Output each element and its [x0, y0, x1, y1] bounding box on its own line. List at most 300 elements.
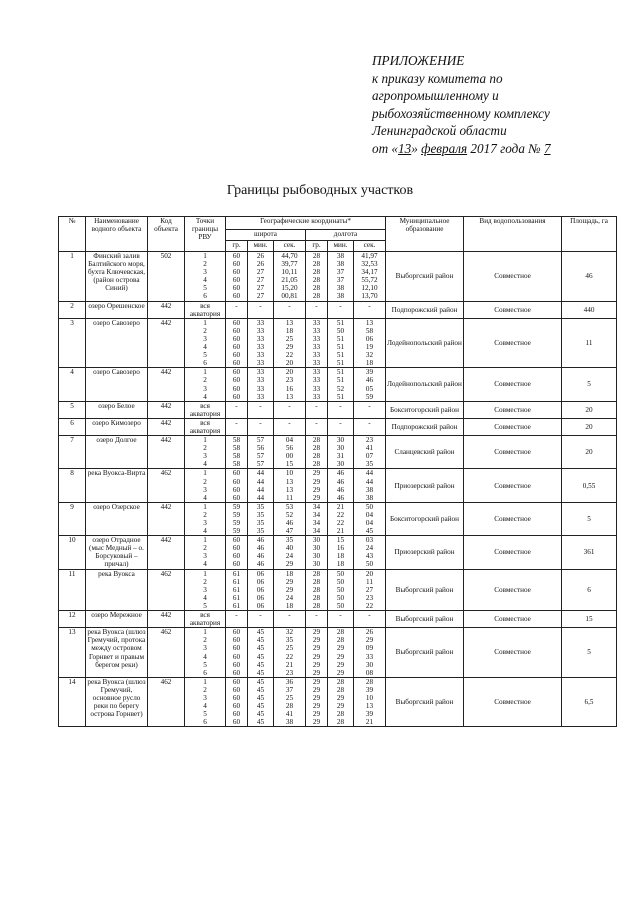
lat-degrees-value: 60 — [232, 343, 241, 352]
lat-minutes-value: 06 — [256, 569, 265, 578]
table-row — [59, 569, 617, 610]
lon-minutes — [328, 252, 354, 302]
order-number: 7 — [543, 140, 551, 156]
lat-seconds — [274, 677, 306, 727]
lon-minutes-value: 28 — [336, 718, 345, 727]
lat-minutes — [248, 469, 274, 502]
lat-seconds-value: 15 — [285, 460, 294, 469]
boundary-points-value: 2 — [203, 376, 207, 385]
lat-degrees-value: 60 — [232, 685, 241, 694]
lat-degrees-value: 61 — [232, 601, 241, 610]
lon-minutes-value: 18 — [336, 560, 345, 569]
area-ha: 0,55 — [562, 469, 617, 502]
lon-minutes-value: 15 — [336, 536, 345, 545]
lon-seconds — [354, 502, 386, 535]
lat-minutes-value: 45 — [256, 685, 265, 694]
lon-degrees — [306, 418, 328, 435]
boundary-points — [185, 368, 226, 401]
table-row — [59, 301, 617, 318]
lat-minutes-value: 27 — [256, 268, 265, 277]
lat-minutes-value: 45 — [256, 636, 265, 645]
table-row — [59, 469, 617, 502]
boundary-points-value: вся акватория — [189, 401, 221, 418]
row-num: 12 — [59, 611, 86, 628]
lon-seconds-value: 28 — [365, 677, 374, 686]
usage-type: Совместное — [464, 436, 562, 469]
usage-type: Совместное — [464, 677, 562, 727]
lat-seconds-value: 18 — [285, 569, 294, 578]
table-row — [59, 418, 617, 435]
lat-seconds-value: 29 — [285, 343, 294, 352]
boundary-points-value: 6 — [203, 292, 207, 301]
area-ha: 15 — [562, 611, 617, 628]
lon-degrees-value: - — [315, 418, 318, 427]
lat-minutes-value: 46 — [256, 536, 265, 545]
boundary-points-value: 4 — [203, 392, 207, 401]
lon-seconds — [354, 469, 386, 502]
lat-degrees-value: 60 — [232, 636, 241, 645]
lon-degrees-value: - — [315, 611, 318, 620]
lon-minutes-value: 29 — [336, 660, 345, 669]
lat-degrees-value: 60 — [232, 560, 241, 569]
lon-degrees-value: 33 — [312, 334, 321, 343]
header-area: Площадь, га — [562, 217, 617, 252]
lat-minutes-value: 44 — [256, 493, 265, 502]
lat-degrees-value: 60 — [232, 326, 241, 335]
lat-degrees-value: 59 — [232, 519, 241, 527]
lon-minutes — [328, 418, 354, 435]
boundary-points — [185, 301, 226, 318]
lat-seconds-value: 56 — [285, 444, 294, 453]
lon-degrees-value: 28 — [312, 252, 321, 260]
lat-degrees — [226, 318, 248, 368]
lon-minutes — [328, 436, 354, 469]
lon-seconds-value: 50 — [365, 560, 374, 569]
lat-seconds-value: 32 — [285, 628, 294, 637]
boundary-points-value: 3 — [203, 452, 207, 461]
lon-minutes-value: 51 — [336, 334, 345, 343]
usage-type: Совместное — [464, 611, 562, 628]
lat-degrees-value: 60 — [232, 252, 241, 260]
lon-degrees-value: 30 — [312, 544, 321, 553]
appendix-line: рыбохозяйственному комплексу — [372, 105, 550, 121]
lat-minutes-value: - — [259, 401, 262, 410]
usage-type: Совместное — [464, 318, 562, 368]
lat-minutes-value: 46 — [256, 560, 265, 569]
lon-minutes-value: 51 — [336, 392, 345, 401]
lat-degrees-value: 59 — [232, 527, 241, 536]
lat-minutes-value: 35 — [256, 502, 265, 511]
lat-seconds — [274, 628, 306, 678]
page-title: Границы рыбоводных участков — [226, 183, 414, 198]
lat-seconds-value: 37 — [285, 685, 294, 694]
lon-degrees — [306, 628, 328, 678]
lat-minutes-value: 57 — [256, 460, 265, 469]
lat-degrees-value: 60 — [232, 628, 241, 637]
lon-degrees-value: 29 — [312, 628, 321, 637]
header-usage: Вид водопользования — [464, 217, 562, 252]
lat-minutes-value: 46 — [256, 552, 265, 561]
municipality: Бокситогорский район — [386, 502, 464, 535]
lat-minutes-value: 33 — [256, 318, 265, 327]
lat-degrees-value: 60 — [232, 268, 241, 277]
boundary-points — [185, 628, 226, 678]
lat-seconds — [274, 301, 306, 318]
lat-degrees-value: 60 — [232, 710, 241, 719]
lat-minutes-value: 45 — [256, 710, 265, 719]
boundary-points-value: 1 — [203, 536, 207, 545]
lon-degrees-value: 30 — [312, 552, 321, 561]
lat-seconds-value: 41 — [285, 710, 294, 719]
lon-seconds-value: - — [368, 418, 371, 427]
lat-degrees-value: 60 — [232, 485, 241, 494]
lon-minutes — [328, 628, 354, 678]
appendix-block — [372, 52, 622, 158]
header-lon-min: мин. — [328, 241, 354, 252]
object-code: 442 — [148, 436, 185, 469]
lat-seconds-value: 23 — [285, 668, 294, 677]
lon-degrees-value: 29 — [312, 477, 321, 486]
lon-degrees — [306, 318, 328, 368]
lon-seconds — [354, 252, 386, 302]
object-code: 442 — [148, 401, 185, 418]
lat-minutes-value: 06 — [256, 601, 265, 610]
appendix-line: Ленинградской области — [372, 123, 507, 139]
boundary-points-value: 3 — [203, 519, 207, 527]
lat-degrees-value: 60 — [232, 693, 241, 702]
row-num: 8 — [59, 469, 86, 502]
lat-seconds-value: 25 — [285, 334, 294, 343]
lon-degrees-value: 29 — [312, 693, 321, 702]
lon-degrees — [306, 611, 328, 628]
lon-seconds-value: 41,97 — [361, 252, 378, 260]
boundary-points-value: 5 — [203, 351, 207, 360]
row-num: 6 — [59, 418, 86, 435]
boundary-points-value: 4 — [203, 527, 207, 536]
lat-degrees-value: - — [235, 611, 238, 620]
object-code: 442 — [148, 318, 185, 368]
boundary-points-value: 1 — [203, 252, 207, 260]
lon-minutes-value: - — [339, 301, 342, 310]
lat-minutes-value: 33 — [256, 334, 265, 343]
lon-degrees-value: 29 — [312, 718, 321, 727]
lon-seconds — [354, 368, 386, 401]
lat-seconds-value: 52 — [285, 510, 294, 519]
lat-seconds-value: 46 — [285, 519, 294, 527]
water-body-name: озеро Савозеро — [86, 368, 148, 401]
lon-seconds-value: 58 — [365, 326, 374, 335]
lat-minutes — [248, 611, 274, 628]
lat-degrees-value: 60 — [232, 368, 241, 377]
lat-seconds-value: 40 — [285, 544, 294, 553]
lon-degrees-value: 29 — [312, 636, 321, 645]
boundary-points-value: 4 — [203, 702, 207, 711]
lat-seconds — [274, 418, 306, 435]
lat-degrees-value: 60 — [232, 318, 241, 327]
lat-minutes-value: 45 — [256, 677, 265, 686]
lon-minutes-value: 29 — [336, 702, 345, 711]
lat-degrees-value: 60 — [232, 469, 241, 478]
lat-seconds — [274, 569, 306, 610]
lon-degrees-value: 28 — [312, 460, 321, 469]
lon-degrees-value: 34 — [312, 510, 321, 519]
usage-type: Совместное — [464, 628, 562, 678]
lon-minutes-value: 37 — [336, 276, 345, 285]
water-body-name: озеро Мережное — [86, 611, 148, 628]
lon-seconds-value: 03 — [365, 536, 374, 545]
lon-seconds-value: 09 — [365, 644, 374, 653]
row-num: 2 — [59, 301, 86, 318]
lat-degrees — [226, 611, 248, 628]
lon-degrees — [306, 252, 328, 302]
lat-degrees-value: 61 — [232, 569, 241, 578]
lat-minutes-value: 33 — [256, 351, 265, 360]
lat-minutes-value: 33 — [256, 376, 265, 385]
municipality: Выборгский район — [386, 611, 464, 628]
lat-minutes — [248, 502, 274, 535]
lat-degrees — [226, 368, 248, 401]
row-num: 14 — [59, 677, 86, 727]
lon-minutes-value: 46 — [336, 493, 345, 502]
lat-seconds — [274, 368, 306, 401]
lat-degrees-value: 61 — [232, 577, 241, 586]
boundary-points-value: 3 — [203, 268, 207, 277]
row-num: 3 — [59, 318, 86, 368]
lat-seconds-value: 35 — [285, 636, 294, 645]
lat-minutes-value: 33 — [256, 368, 265, 377]
lat-seconds-value: 36 — [285, 677, 294, 686]
lon-seconds-value: 38 — [365, 485, 374, 494]
lon-degrees-value: 29 — [312, 493, 321, 502]
lon-minutes-value: 51 — [336, 359, 345, 368]
usage-type: Совместное — [464, 569, 562, 610]
water-body-name: озеро Долгое — [86, 436, 148, 469]
lat-seconds-value: - — [288, 611, 291, 620]
lon-seconds-value: 21 — [365, 718, 374, 727]
row-num: 9 — [59, 502, 86, 535]
lon-degrees-value: - — [315, 301, 318, 310]
appendix-line: агропромышленному и — [372, 88, 499, 104]
water-body-name: озеро Озерское — [86, 502, 148, 535]
lat-degrees-value: 60 — [232, 334, 241, 343]
lat-minutes-value: 33 — [256, 326, 265, 335]
lat-seconds-value: 21 — [285, 660, 294, 669]
lon-degrees-value: 30 — [312, 560, 321, 569]
lat-seconds-value: 20 — [285, 359, 294, 368]
lat-degrees-value: 60 — [232, 677, 241, 686]
lon-seconds — [354, 628, 386, 678]
lat-minutes-value: 33 — [256, 384, 265, 393]
lon-seconds-value: 23 — [365, 436, 374, 445]
row-num: 7 — [59, 436, 86, 469]
lat-minutes-value: 35 — [256, 510, 265, 519]
lat-seconds-value: 29 — [285, 560, 294, 569]
lat-minutes-value: 44 — [256, 469, 265, 478]
lat-minutes-value: 06 — [256, 577, 265, 586]
object-code: 502 — [148, 252, 185, 302]
lon-degrees-value: 34 — [312, 519, 321, 527]
lat-degrees-value: 59 — [232, 502, 241, 511]
lon-seconds — [354, 436, 386, 469]
lat-degrees — [226, 436, 248, 469]
lon-seconds — [354, 536, 386, 569]
lon-minutes-value: 29 — [336, 693, 345, 702]
lat-degrees-value: 60 — [232, 384, 241, 393]
municipality: Приозерский район — [386, 536, 464, 569]
municipality: Выборгский район — [386, 628, 464, 678]
lon-seconds-value: 10 — [365, 693, 374, 702]
lat-seconds-value: 15,20 — [281, 284, 298, 293]
lon-seconds-value: 45 — [365, 527, 374, 536]
row-num: 11 — [59, 569, 86, 610]
lon-seconds — [354, 418, 386, 435]
lat-seconds-value: 13 — [285, 318, 294, 327]
lat-minutes-value: 26 — [256, 260, 265, 269]
lon-degrees-value: 29 — [312, 660, 321, 669]
lon-seconds-value: 38 — [365, 493, 374, 502]
boundary-points-value: 2 — [203, 326, 207, 335]
lat-minutes-value: - — [259, 611, 262, 620]
lon-minutes-value: 29 — [336, 652, 345, 661]
boundary-points-value: 1 — [203, 318, 207, 327]
lon-minutes-value: 29 — [336, 668, 345, 677]
lat-degrees-value: 60 — [232, 276, 241, 285]
lon-minutes-value: 51 — [336, 351, 345, 360]
table-row — [59, 536, 617, 569]
lon-degrees-value: 29 — [312, 668, 321, 677]
boundary-points-value: 5 — [203, 284, 207, 293]
lat-degrees — [226, 301, 248, 318]
water-body-name: озеро Орешенское — [86, 301, 148, 318]
boundary-points — [185, 436, 226, 469]
boundary-points-value: 5 — [203, 710, 207, 719]
lat-seconds-value: 29 — [285, 577, 294, 586]
lon-seconds-value: 59 — [365, 392, 374, 401]
lat-seconds-value: - — [288, 418, 291, 427]
boundary-points-value: 1 — [203, 628, 207, 637]
lat-degrees — [226, 628, 248, 678]
lon-degrees — [306, 677, 328, 727]
lat-minutes-value: 44 — [256, 485, 265, 494]
municipality: Выборгский район — [386, 569, 464, 610]
header-municipality: Муниципальное образование — [386, 217, 464, 252]
lat-seconds — [274, 469, 306, 502]
lon-minutes-value: 16 — [336, 544, 345, 553]
area-ha: 5 — [562, 368, 617, 401]
lat-minutes-value: 33 — [256, 343, 265, 352]
lon-seconds — [354, 569, 386, 610]
lon-seconds-value: 34,17 — [361, 268, 378, 277]
boundary-points-value: 2 — [203, 636, 207, 645]
object-code: 442 — [148, 611, 185, 628]
lon-degrees — [306, 436, 328, 469]
lat-seconds — [274, 401, 306, 418]
lat-minutes-value: 06 — [256, 585, 265, 594]
boundary-points — [185, 469, 226, 502]
lat-minutes-value: - — [259, 301, 262, 310]
lon-degrees-value: 34 — [312, 502, 321, 511]
lat-seconds-value: 10,11 — [281, 268, 298, 277]
lat-degrees-value: 60 — [232, 718, 241, 727]
lon-seconds — [354, 301, 386, 318]
boundary-points-value: 2 — [203, 510, 207, 519]
lat-seconds — [274, 502, 306, 535]
boundary-points-value: 5 — [203, 660, 207, 669]
lon-degrees-value: 33 — [312, 384, 321, 393]
lon-minutes-value: 38 — [336, 284, 345, 293]
boundary-points-value: 3 — [203, 585, 207, 594]
lon-degrees-value: 28 — [312, 593, 321, 602]
lon-degrees-value: 33 — [312, 343, 321, 352]
lat-minutes-value: 27 — [256, 292, 265, 301]
area-ha: 5 — [562, 628, 617, 678]
area-ha: 20 — [562, 418, 617, 435]
lon-seconds-value: 46 — [365, 376, 374, 385]
lon-seconds-value: 44 — [365, 477, 374, 486]
lon-degrees-value: 28 — [312, 276, 321, 285]
boundary-points-value: 4 — [203, 343, 207, 352]
table-row — [59, 611, 617, 628]
lat-seconds — [274, 252, 306, 302]
usage-type: Совместное — [464, 368, 562, 401]
lat-seconds-value: 25 — [285, 693, 294, 702]
lon-minutes-value: 51 — [336, 376, 345, 385]
lon-minutes-value: 50 — [336, 326, 345, 335]
lat-degrees-value: 60 — [232, 351, 241, 360]
lat-degrees — [226, 401, 248, 418]
lat-minutes-value: 45 — [256, 652, 265, 661]
lat-degrees-value: 58 — [232, 460, 241, 469]
header-lat-sec: сек. — [274, 241, 306, 252]
object-code: 462 — [148, 677, 185, 727]
boundary-points-value: 2 — [203, 577, 207, 586]
lat-seconds-value: 13 — [285, 485, 294, 494]
lon-minutes-value: 50 — [336, 569, 345, 578]
boundary-points-value: 1 — [203, 469, 207, 478]
area-ha: 5 — [562, 502, 617, 535]
lat-minutes-value: 27 — [256, 276, 265, 285]
lon-minutes-value: 18 — [336, 552, 345, 561]
lat-seconds-value: - — [288, 401, 291, 410]
lon-seconds-value: 22 — [365, 601, 374, 610]
water-body-name: озеро Белое — [86, 401, 148, 418]
municipality: Приозерский район — [386, 469, 464, 502]
boundary-points-value: 2 — [203, 444, 207, 453]
lon-seconds — [354, 318, 386, 368]
object-code: 462 — [148, 569, 185, 610]
lon-degrees-value: 33 — [312, 326, 321, 335]
lon-seconds-value: 41 — [365, 444, 374, 453]
lon-seconds-value: 55,72 — [361, 276, 378, 285]
lat-minutes — [248, 628, 274, 678]
lon-minutes — [328, 677, 354, 727]
lon-minutes — [328, 368, 354, 401]
lat-seconds-value: 25 — [285, 644, 294, 653]
water-body-name: река Вуокса (шлюз Гремучий, основное русло реки по берегу острова Горнвет) — [86, 677, 148, 727]
lat-degrees — [226, 469, 248, 502]
municipality: Подпорожский район — [386, 418, 464, 435]
row-num: 1 — [59, 252, 86, 302]
boundary-points-value: 6 — [203, 668, 207, 677]
lat-minutes — [248, 301, 274, 318]
lat-minutes — [248, 368, 274, 401]
lon-minutes-value: 30 — [336, 460, 345, 469]
boundary-points — [185, 611, 226, 628]
boundary-points — [185, 569, 226, 610]
lat-degrees-value: 60 — [232, 552, 241, 561]
lon-seconds-value: 24 — [365, 544, 374, 553]
boundary-points-value: 1 — [203, 502, 207, 511]
